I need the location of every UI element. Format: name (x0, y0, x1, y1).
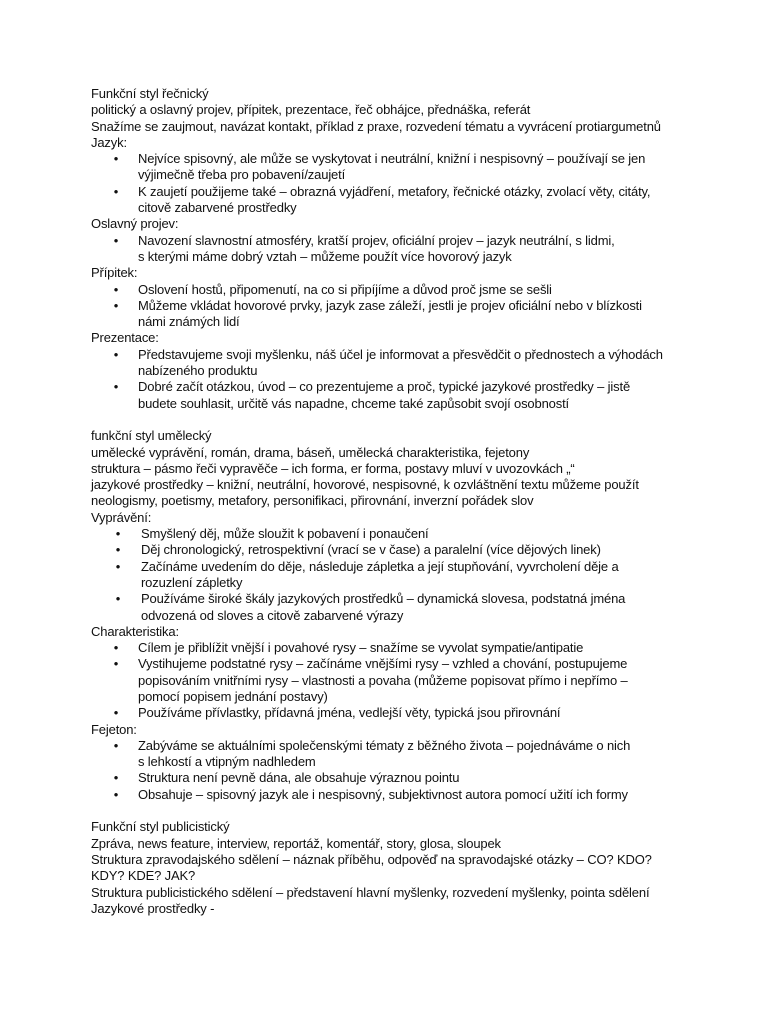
list-item-text: Cílem je přiblížit vnější i povahové rysy – snažíme se vyvolat sympatie/antipatie (138, 640, 584, 656)
text-line: Jazykové prostředky - (91, 900, 215, 916)
list-item-text: pomocí popisem jednání postavy) (138, 688, 328, 704)
section-title-umelecky: funkční styl umělecký (91, 428, 212, 444)
list-item-text: Používáme široké škály jazykových prostředků – dynamická slovesa, podstatná jména (141, 591, 626, 607)
subheading-jazyk: Jazyk: (91, 134, 127, 150)
text-line: Snažíme se zaujmout, navázat kontakt, příklad z praxe, rozvedení tématu a vyvrácení protiargumetnů (91, 118, 661, 134)
bullet-icon: • (113, 640, 119, 656)
list-item-text: nabízeného produktu (138, 363, 258, 379)
list-item-text: Děj chronologický, retrospektivní (vrací se v čase) a paralelní (více dějových linek) (141, 542, 601, 558)
bullet-icon: • (113, 232, 119, 248)
list-item (91, 233, 731, 266)
list-item-text: Smyšlený děj, může sloužit k pobavení i ponaučení (141, 526, 429, 542)
text-line: struktura – pásmo řeči vypravěče – ich forma, er forma, postavy mluví v uvozovkách „“ (91, 460, 575, 476)
list-oslavny-projev (91, 233, 731, 266)
list-item (91, 184, 731, 217)
list-item-text: Můžeme vkládat hovorové prvky, jazyk zase záleží, jestli je projev oficiální nebo v blízkosti (138, 297, 642, 313)
list-item-text: Oslovení hostů, připomenutí, na co si připíjíme a důvod proč jsme se sešli (138, 281, 552, 297)
bullet-icon: • (115, 542, 121, 558)
document-page (91, 86, 731, 917)
bullet-icon: • (115, 591, 121, 607)
list-item (91, 591, 731, 624)
list-item-text: Začínáme uvedením do děje, následuje zápletka a její stupňování, vyvrcholení děje a (141, 558, 619, 574)
bullet-icon: • (113, 151, 119, 167)
list-fejeton (91, 738, 731, 803)
list-item (91, 526, 731, 542)
bullet-icon: • (115, 526, 121, 542)
bullet-icon: • (113, 281, 119, 297)
list-item (91, 640, 731, 656)
bullet-icon: • (113, 346, 119, 362)
list-item-text: Nejvíce spisovný, ale může se vyskytovat i neutrální, knižní i nespisovný – používají se jen (138, 151, 646, 167)
list-item-text: odvozená od sloves a citově zabarvené výrazy (141, 607, 404, 623)
text-line: neologismy, poetismy, metafory, personifikaci, přirovnání, inverzní pořádek slov (91, 493, 534, 509)
list-item (91, 151, 731, 184)
list-item-text: Představujeme svoji myšlenku, náš účel je informovat a přesvědčit o přednostech a výhodách (138, 346, 663, 362)
list-vypraveni (91, 526, 731, 624)
bullet-icon: • (113, 183, 119, 199)
list-item-text: Obsahuje – spisovný jazyk ale i nespisovný, subjektivnost autora pomocí užití ich formy (138, 786, 628, 802)
subheading-vypraveni: Vyprávění: (91, 509, 152, 525)
list-item (91, 282, 731, 298)
section-umelecky (91, 428, 731, 624)
text-line: jazykové prostředky – knižní, neutrální, hovorové, nespisovné, k ozvláštnění textu můžeme použít (91, 477, 639, 493)
paragraph-spacer (91, 803, 731, 819)
list-item-text: K zaujetí použijeme také – obrazná vyjádření, metafory, řečnické otázky, zvolací věty, citáty, (138, 183, 651, 199)
list-item-text: Vystihujeme podstatné rysy – začínáme vnějšími rysy – vzhled a chování, postupujeme (138, 656, 628, 672)
list-item-text: Dobré začít otázkou, úvod – co prezentujeme a proč, typické jazykové prostředky – jistě (138, 379, 631, 395)
bullet-icon: • (113, 297, 119, 313)
list-item-text: Navození slavnostní atmosféry, kratší projev, oficiální projev – jazyk neutrální, s lidmi, (138, 232, 615, 248)
paragraph-spacer (91, 412, 731, 428)
list-item (91, 738, 731, 771)
list-item-text: citově zabarvené prostředky (138, 200, 297, 216)
list-item-text: popisováním vnitřními rysy – vlastnosti a povaha (můžeme popisovat přímo i nepřímo – (138, 672, 628, 688)
bullet-icon: • (113, 737, 119, 753)
bullet-icon: • (113, 379, 119, 395)
bullet-icon: • (115, 558, 121, 574)
subheading-pripitek: Přípitek: (91, 265, 138, 281)
list-item (91, 298, 731, 331)
bullet-icon: • (113, 770, 119, 786)
list-item (91, 705, 731, 721)
text-line: Struktura publicistického sdělení – představení hlavní myšlenky, rozvedení myšlenky, pointa sdělení (91, 884, 650, 900)
list-item (91, 770, 731, 786)
list-item-text: budete souhlasit, určitě vás napadne, chceme také zapůsobit svojí osobností (138, 395, 570, 411)
section-title-publicisticky: Funkční styl publicistický (91, 819, 230, 835)
text-line: umělecké vyprávění, román, drama, báseň, umělecká charakteristika, fejetony (91, 444, 530, 460)
list-item-text: Zabýváme se aktuálními společenskými tématy z běžného života – pojednáváme o nich (138, 737, 631, 753)
list-item-text: námi známých lidí (138, 314, 240, 330)
list-item-text: s kterými máme dobrý vztah – můžeme použít více hovorový jazyk (138, 248, 512, 264)
list-item (91, 787, 731, 803)
list-item-text: rozuzlení zápletky (141, 574, 243, 590)
text-line: Zpráva, news feature, interview, reportáž, komentář, story, glosa, sloupek (91, 835, 501, 851)
text-line: politický a oslavný projev, přípitek, prezentace, řeč obhájce, přednáška, referát (91, 102, 531, 118)
bullet-icon: • (113, 705, 119, 721)
list-item (91, 559, 731, 592)
list-charakteristika (91, 640, 731, 721)
subheading-fejeton: Fejeton: (91, 721, 137, 737)
bullet-icon: • (113, 656, 119, 672)
list-item (91, 379, 731, 412)
list-item (91, 656, 731, 705)
list-prezentace (91, 347, 731, 412)
text-line: KDY? KDE? JAK? (91, 868, 196, 884)
section-title-recnicky: Funkční styl řečnický (91, 86, 209, 101)
list-item-text: výjimečně třeba pro pobavení/zaujetí (138, 167, 346, 183)
subheading-charakteristika: Charakteristika: (91, 623, 179, 639)
subheading-oslavny-projev: Oslavný projev: (91, 216, 179, 232)
list-item (91, 542, 731, 558)
list-item-text: Struktura není pevně dána, ale obsahuje výraznou pointu (138, 770, 460, 786)
list-item (91, 347, 731, 380)
list-jazyk (91, 151, 731, 216)
subheading-prezentace: Prezentace: (91, 330, 159, 346)
text-line: Struktura zpravodajského sdělení – náznak příběhu, odpověď na spravodajské otázky – CO? KDO? (91, 851, 652, 867)
bullet-icon: • (113, 786, 119, 802)
list-pripitek (91, 282, 731, 331)
list-item-text: s lehkostí a vtipným nadhledem (138, 754, 316, 770)
list-item-text: Používáme přívlastky, přídavná jména, vedlejší věty, typická jsou přirovnání (138, 705, 561, 721)
